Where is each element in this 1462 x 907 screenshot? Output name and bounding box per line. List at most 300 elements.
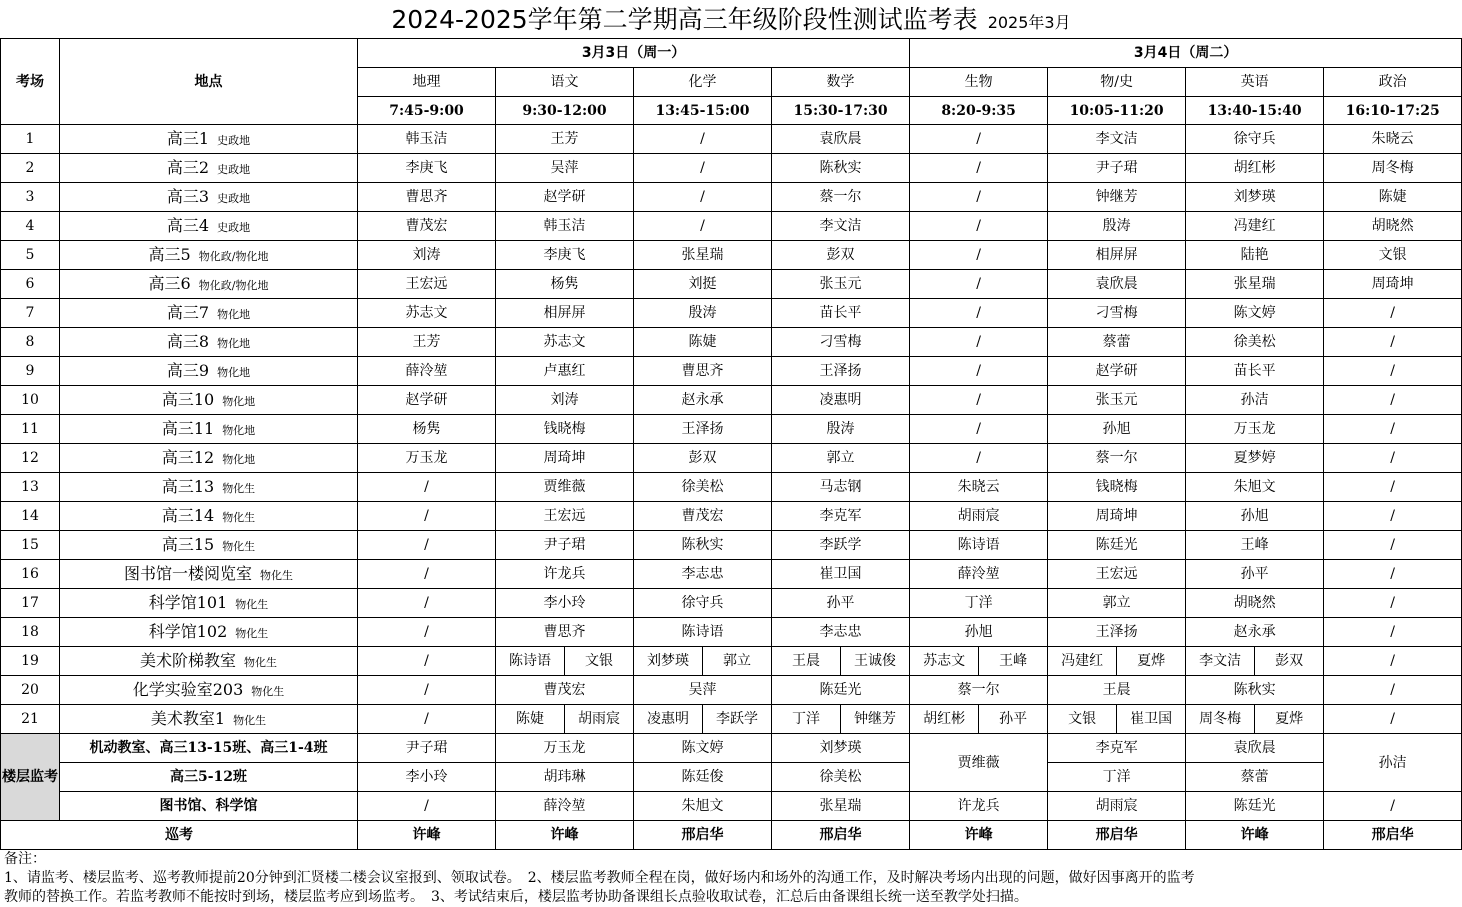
proctor-cell: 钟继芳	[841, 705, 910, 734]
proctor-cell: 马志钢	[772, 473, 910, 502]
room-location	[60, 212, 358, 241]
proctor-cell: 陈诗语	[634, 618, 772, 647]
proctor-cell: /	[358, 705, 496, 734]
proctor-cell: 冯建红	[1186, 212, 1324, 241]
proctor-cell: 尹子珺	[1048, 154, 1186, 183]
time-header: 7:45-9:00	[358, 97, 496, 125]
subject-combo-tag: 物化生	[222, 511, 256, 524]
time-header: 15:30-17:30	[772, 97, 910, 125]
proctor-cell: /	[1324, 386, 1462, 415]
proctor-cell: 相屏屏	[496, 299, 634, 328]
proctor-cell: 李志忠	[634, 560, 772, 589]
proctor-cell: 丁洋	[772, 705, 841, 734]
proctor-cell: 殷涛	[634, 299, 772, 328]
proctor-cell: 钱晓梅	[496, 415, 634, 444]
proctor-cell: /	[358, 531, 496, 560]
proctor-cell: 孙平	[979, 705, 1048, 734]
room-name: 高三14	[161, 506, 215, 525]
proctor-cell: /	[910, 125, 1048, 154]
room-location	[60, 618, 358, 647]
room-number: 7	[1, 299, 60, 328]
proctor-cell: 蔡一尔	[772, 183, 910, 212]
floor-row	[1, 734, 1462, 763]
subject-combo-tag: 史政地	[217, 192, 251, 205]
proctor-cell: 周冬梅	[1186, 705, 1255, 734]
proctor-cell: 王芳	[358, 328, 496, 357]
floor-proctor-cell: 蔡蕾	[1186, 763, 1324, 792]
room-name: 高三1	[166, 129, 210, 148]
proctor-cell: 王峰	[979, 647, 1048, 676]
room-number: 16	[1, 560, 60, 589]
room-location	[60, 531, 358, 560]
room-number: 19	[1, 647, 60, 676]
table-row	[1, 386, 1462, 415]
proctor-cell: 徐守兵	[634, 589, 772, 618]
room-number: 17	[1, 589, 60, 618]
proctor-cell: 朱晓云	[910, 473, 1048, 502]
room-location	[60, 270, 358, 299]
proctor-cell: 蔡一尔	[910, 676, 1048, 705]
room-name: 高三11	[161, 419, 215, 438]
room-name: 科学馆102	[148, 622, 228, 641]
proctor-cell: 夏烨	[1255, 705, 1324, 734]
proctor-cell: 曹茂宏	[358, 212, 496, 241]
room-name: 高三9	[166, 361, 210, 380]
room-number: 14	[1, 502, 60, 531]
table-row	[1, 241, 1462, 270]
header-room-no: 考场	[1, 39, 60, 125]
proctor-cell: 孙旭	[1048, 415, 1186, 444]
proctor-cell: 万玉龙	[1186, 415, 1324, 444]
proctor-cell: 冯建红	[1048, 647, 1117, 676]
proctor-cell: 孙旭	[1186, 502, 1324, 531]
room-name: 美术阶梯教室	[139, 651, 236, 670]
subject-combo-tag: 史政地	[217, 134, 251, 147]
proctor-cell: 钱晓梅	[1048, 473, 1186, 502]
patrol-cell: 许峰	[496, 821, 634, 850]
proctor-cell: 胡晓然	[1186, 589, 1324, 618]
proctor-cell: 丁洋	[910, 589, 1048, 618]
proctor-cell: 袁欣晨	[772, 125, 910, 154]
proctor-cell: 文银	[1048, 705, 1117, 734]
table-row	[1, 444, 1462, 473]
room-number: 13	[1, 473, 60, 502]
table-row	[1, 183, 1462, 212]
floor-area: 机动教室、高三13-15班、高三1-4班	[60, 734, 358, 763]
room-name: 图书馆一楼阅览室	[123, 564, 252, 583]
room-location	[60, 444, 358, 473]
subject-combo-tag: 物化生	[251, 685, 285, 698]
room-name: 化学实验室203	[132, 680, 244, 699]
proctor-cell: 苗长平	[772, 299, 910, 328]
room-number: 5	[1, 241, 60, 270]
proctor-cell: /	[1324, 357, 1462, 386]
header-location: 地点	[60, 39, 358, 125]
floor-proctor-cell: 胡玮琳	[496, 763, 634, 792]
room-location	[60, 299, 358, 328]
proctor-cell: 陈秋实	[1186, 676, 1324, 705]
notes-line-2: 教师的替换工作。若监考教师不能按时到场，楼层监考应到场监考。 3、考试结束后，楼层监考协助备课组长点验收取试卷，汇总后由备课组长统一送至教学处扫描。	[4, 889, 1028, 905]
table-row	[1, 473, 1462, 502]
table-row	[1, 415, 1462, 444]
subject-combo-tag: 物化生	[260, 569, 293, 582]
schedule-body	[1, 39, 1462, 850]
room-number: 2	[1, 154, 60, 183]
proctor-cell: 曹茂宏	[634, 502, 772, 531]
time-header: 9:30-12:00	[496, 97, 634, 125]
patrol-label: 巡考	[1, 821, 358, 850]
subject-header: 化学	[634, 68, 772, 97]
proctor-cell: 郭立	[1048, 589, 1186, 618]
table-row	[1, 357, 1462, 386]
room-number: 10	[1, 386, 60, 415]
proctor-cell: 许龙兵	[496, 560, 634, 589]
proctor-cell: /	[910, 386, 1048, 415]
floor-proctor-cell: 万玉龙	[496, 734, 634, 763]
room-location	[60, 125, 358, 154]
proctor-cell: 刘涛	[358, 241, 496, 270]
proctor-cell: 刘挺	[634, 270, 772, 299]
subject-combo-tag: 物化生	[222, 540, 256, 553]
time-header: 10:05-11:20	[1048, 97, 1186, 125]
table-row	[1, 618, 1462, 647]
room-number: 12	[1, 444, 60, 473]
proctor-cell: /	[910, 270, 1048, 299]
proctor-cell: 李跃学	[703, 705, 772, 734]
proctor-cell: /	[910, 444, 1048, 473]
notes-heading: 备注：	[4, 851, 46, 867]
room-location	[60, 676, 358, 705]
subject-header: 政治	[1324, 68, 1462, 97]
room-location	[60, 705, 358, 734]
proctor-cell: 胡红彬	[1186, 154, 1324, 183]
patrol-cell: 邢启华	[634, 821, 772, 850]
proctor-cell: 凌惠明	[772, 386, 910, 415]
proctor-cell: 陈秋实	[772, 154, 910, 183]
proctor-cell: /	[1324, 299, 1462, 328]
proctor-cell: 苏志文	[910, 647, 979, 676]
subject-header: 物/史	[1048, 68, 1186, 97]
subject-header: 英语	[1186, 68, 1324, 97]
proctor-cell: 李跃学	[772, 531, 910, 560]
proctor-cell: 崔卫国	[1117, 705, 1186, 734]
proctor-cell: 李志忠	[772, 618, 910, 647]
floor-proctor-cell: 李小玲	[358, 763, 496, 792]
day-header-1: 3月3日（周一）	[358, 39, 910, 68]
proctor-cell: 张玉元	[772, 270, 910, 299]
room-number: 1	[1, 125, 60, 154]
proctor-cell: 陈廷光	[772, 676, 910, 705]
floor-proctor-cell: 陈廷光	[1186, 792, 1324, 821]
notes-line-1: 1、请监考、楼层监考、巡考教师提前20分钟到汇贤楼二楼会议室报到、领取试卷。 2、楼层监考教师全程在岗，做好场内和场外的沟通工作，及时解决考场内出现的问题，做好因事离开的监考	[4, 870, 1195, 886]
page-subtitle: 2025年3月	[987, 13, 1071, 32]
proctor-cell: /	[358, 618, 496, 647]
proctor-cell: 韩玉洁	[496, 212, 634, 241]
room-number: 9	[1, 357, 60, 386]
proctor-cell: /	[1324, 473, 1462, 502]
room-location	[60, 386, 358, 415]
proctor-cell: 王峰	[1186, 531, 1324, 560]
proctor-cell: /	[634, 183, 772, 212]
room-location	[60, 589, 358, 618]
subject-header: 生物	[910, 68, 1048, 97]
patrol-cell: 邢启华	[1048, 821, 1186, 850]
proctor-cell: 孙平	[1186, 560, 1324, 589]
proctor-cell: 李庚飞	[496, 241, 634, 270]
proctor-cell: 李文洁	[772, 212, 910, 241]
subject-header: 数学	[772, 68, 910, 97]
proctor-cell: 刘涛	[496, 386, 634, 415]
proctor-cell: 周琦坤	[496, 444, 634, 473]
subject-combo-tag: 物化地	[222, 395, 256, 408]
proctor-cell: 王泽扬	[634, 415, 772, 444]
proctor-cell: /	[634, 125, 772, 154]
floor-proctor-cell: 陈文婷	[634, 734, 772, 763]
floor-proctor-cell: 许龙兵	[910, 792, 1048, 821]
proctor-cell: 李文洁	[1186, 647, 1255, 676]
room-number: 8	[1, 328, 60, 357]
proctor-cell: 薛泠堃	[358, 357, 496, 386]
subject-combo-tag: 物化政/物化地	[198, 250, 269, 263]
room-name: 美术教室1	[150, 709, 226, 728]
proctor-cell: /	[910, 328, 1048, 357]
proctor-cell: /	[1324, 444, 1462, 473]
proctor-cell: 郭立	[703, 647, 772, 676]
room-name: 高三15	[161, 535, 215, 554]
table-row	[1, 299, 1462, 328]
proctor-cell: 孙旭	[910, 618, 1048, 647]
table-row	[1, 676, 1462, 705]
proctor-cell: 赵永承	[634, 386, 772, 415]
proctor-cell: 相屏屏	[1048, 241, 1186, 270]
proctor-cell: 彭双	[772, 241, 910, 270]
proctor-cell: /	[910, 212, 1048, 241]
room-location	[60, 415, 358, 444]
floor-proctor-cell: 刘梦瑛	[772, 734, 910, 763]
proctor-cell: 郭立	[772, 444, 910, 473]
room-location	[60, 357, 358, 386]
patrol-cell: 邢启华	[1324, 821, 1462, 850]
proctor-cell: 殷涛	[1048, 212, 1186, 241]
floor-label: 楼层监考	[1, 734, 60, 821]
proctor-cell: 赵学研	[1048, 357, 1186, 386]
subject-combo-tag: 物化生	[222, 482, 256, 495]
floor-proctor-cell: 孙洁	[1324, 734, 1462, 792]
room-name: 高三2	[166, 158, 210, 177]
proctor-cell: 曹思齐	[496, 618, 634, 647]
room-name: 高三8	[166, 332, 210, 351]
room-name: 高三3	[166, 187, 210, 206]
proctor-cell: 张玉元	[1048, 386, 1186, 415]
proctor-cell: 周琦坤	[1324, 270, 1462, 299]
subject-combo-tag: 物化地	[217, 366, 251, 379]
proctor-cell: 陈婕	[496, 705, 565, 734]
proctor-cell: /	[1324, 705, 1462, 734]
proctor-cell: 张星瑞	[634, 241, 772, 270]
proctor-cell: 赵学研	[358, 386, 496, 415]
room-name: 高三6	[148, 274, 191, 293]
floor-proctor-cell: /	[358, 792, 496, 821]
proctor-cell: 王晨	[772, 647, 841, 676]
proctor-cell: 刁雪梅	[1048, 299, 1186, 328]
proctor-cell: /	[1324, 502, 1462, 531]
floor-proctor-cell: 尹子珺	[358, 734, 496, 763]
table-row	[1, 502, 1462, 531]
proctor-cell: /	[1324, 328, 1462, 357]
proctor-cell: 殷涛	[772, 415, 910, 444]
floor-proctor-cell: 张星瑞	[772, 792, 910, 821]
table-row	[1, 212, 1462, 241]
time-header: 13:45-15:00	[634, 97, 772, 125]
room-name: 高三7	[166, 303, 210, 322]
proctor-cell: 凌惠明	[634, 705, 703, 734]
proctor-cell: 夏梦婷	[1186, 444, 1324, 473]
proctor-cell: /	[910, 299, 1048, 328]
proctor-cell: 刘梦瑛	[634, 647, 703, 676]
proctor-cell: 贾维薇	[496, 473, 634, 502]
proctor-cell: /	[634, 154, 772, 183]
room-name: 高三5	[148, 245, 191, 264]
proctor-cell: 陈诗语	[910, 531, 1048, 560]
proctor-cell: 朱旭文	[1186, 473, 1324, 502]
proctor-cell: 王诚俊	[841, 647, 910, 676]
proctor-cell: 徐美松	[634, 473, 772, 502]
subject-combo-tag: 物化生	[233, 714, 267, 727]
table-row	[1, 125, 1462, 154]
proctor-cell: 王芳	[496, 125, 634, 154]
proctor-cell: 孙平	[772, 589, 910, 618]
time-header: 8:20-9:35	[910, 97, 1048, 125]
patrol-cell: 许峰	[910, 821, 1048, 850]
proctor-cell: 袁欣晨	[1048, 270, 1186, 299]
proctor-cell: 陈婕	[1324, 183, 1462, 212]
proctor-cell: 文银	[565, 647, 634, 676]
room-location	[60, 560, 358, 589]
proctor-cell: 胡晓然	[1324, 212, 1462, 241]
proctor-cell: 李文洁	[1048, 125, 1186, 154]
proctor-cell: 彭双	[634, 444, 772, 473]
proctor-cell: 刘梦瑛	[1186, 183, 1324, 212]
proctor-cell: /	[910, 415, 1048, 444]
time-header: 16:10-17:25	[1324, 97, 1462, 125]
patrol-cell: 许峰	[1186, 821, 1324, 850]
subject-header: 语文	[496, 68, 634, 97]
proctor-cell: 卢惠红	[496, 357, 634, 386]
notes	[4, 850, 1458, 907]
proctor-cell: 文银	[1324, 241, 1462, 270]
room-location	[60, 473, 358, 502]
proctor-cell: 赵永承	[1186, 618, 1324, 647]
room-name: 高三12	[161, 448, 215, 467]
table-row	[1, 328, 1462, 357]
floor-proctor-cell: 胡雨宸	[1048, 792, 1186, 821]
proctor-cell: 王宏远	[1048, 560, 1186, 589]
proctor-cell: 陈婕	[634, 328, 772, 357]
proctor-cell: 陆艳	[1186, 241, 1324, 270]
proctor-cell: /	[1324, 415, 1462, 444]
proctor-cell: 王宏远	[496, 502, 634, 531]
proctor-cell: /	[634, 212, 772, 241]
proctor-cell: /	[1324, 589, 1462, 618]
floor-area: 高三5-12班	[60, 763, 358, 792]
proctor-cell: 王宏远	[358, 270, 496, 299]
proctor-cell: 蔡蕾	[1048, 328, 1186, 357]
room-number: 15	[1, 531, 60, 560]
floor-area: 图书馆、科学馆	[60, 792, 358, 821]
proctor-cell: 周冬梅	[1324, 154, 1462, 183]
room-number: 6	[1, 270, 60, 299]
floor-proctor-cell: 袁欣晨	[1186, 734, 1324, 763]
room-name: 高三10	[161, 390, 215, 409]
proctor-cell: /	[910, 241, 1048, 270]
floor-proctor-cell: 李克军	[1048, 734, 1186, 763]
proctor-cell: 陈秋实	[634, 531, 772, 560]
proctor-cell: 崔卫国	[772, 560, 910, 589]
proctor-cell: 蔡一尔	[1048, 444, 1186, 473]
proctor-cell: 王泽扬	[772, 357, 910, 386]
proctor-cell: /	[358, 676, 496, 705]
proctor-cell: 徐美松	[1186, 328, 1324, 357]
proctor-cell: 曹茂宏	[496, 676, 634, 705]
floor-proctor-cell: 朱旭文	[634, 792, 772, 821]
room-location	[60, 502, 358, 531]
table-row	[1, 589, 1462, 618]
room-number: 20	[1, 676, 60, 705]
room-number: 11	[1, 415, 60, 444]
floor-proctor-cell: 薛泠堃	[496, 792, 634, 821]
patrol-cell: 许峰	[358, 821, 496, 850]
subject-combo-tag: 物化地	[222, 424, 256, 437]
proctor-cell: 王泽扬	[1048, 618, 1186, 647]
proctor-cell: 曹思齐	[358, 183, 496, 212]
subject-header: 地理	[358, 68, 496, 97]
proctor-cell: 彭双	[1255, 647, 1324, 676]
proctor-cell: 万玉龙	[358, 444, 496, 473]
proctor-cell: 李庚飞	[358, 154, 496, 183]
proctor-cell: 周琦坤	[1048, 502, 1186, 531]
room-location	[60, 647, 358, 676]
proctor-cell: /	[358, 502, 496, 531]
table-row	[1, 705, 1462, 734]
time-header: 13:40-15:40	[1186, 97, 1324, 125]
floor-proctor-cell: 陈廷俊	[634, 763, 772, 792]
subject-combo-tag: 物化政/物化地	[198, 279, 269, 292]
patrol-row	[1, 821, 1462, 850]
proctor-cell: /	[358, 589, 496, 618]
proctor-cell: 李克军	[772, 502, 910, 531]
proctor-cell: 杨隽	[496, 270, 634, 299]
table-row	[1, 647, 1462, 676]
proctor-cell: 吴萍	[496, 154, 634, 183]
proctor-cell: 李小玲	[496, 589, 634, 618]
proctor-cell: 孙洁	[1186, 386, 1324, 415]
header-row-days	[1, 39, 1462, 68]
proctor-cell: /	[358, 560, 496, 589]
proctor-cell: 苗长平	[1186, 357, 1324, 386]
proctor-cell: 胡雨宸	[910, 502, 1048, 531]
subject-combo-tag: 物化地	[217, 308, 251, 321]
proctor-cell: 苏志文	[358, 299, 496, 328]
subject-combo-tag: 物化地	[217, 337, 251, 350]
proctor-cell: 韩玉洁	[358, 125, 496, 154]
room-name: 科学馆101	[148, 593, 228, 612]
proctor-cell: 苏志文	[496, 328, 634, 357]
room-number: 4	[1, 212, 60, 241]
proctor-cell: 陈诗语	[496, 647, 565, 676]
proctor-cell: /	[910, 154, 1048, 183]
table-row	[1, 154, 1462, 183]
proctor-cell: 赵学研	[496, 183, 634, 212]
